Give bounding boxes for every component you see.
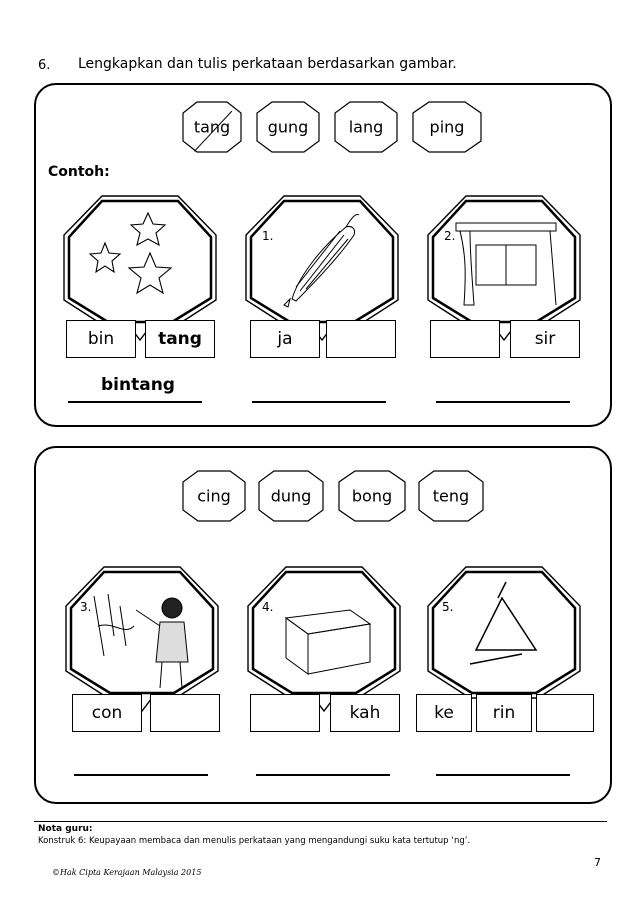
question-number: 6. — [38, 58, 51, 73]
syllable-box: bin — [66, 320, 136, 358]
syllable-chip-bong — [338, 470, 406, 522]
item-number: 2. — [444, 229, 456, 243]
syllable-box: ke — [416, 694, 472, 732]
syllable-text: bong — [351, 486, 393, 506]
syllable-chip-gung — [256, 101, 320, 153]
answer-line[interactable] — [436, 401, 570, 403]
syllable-text: teng — [432, 486, 470, 506]
picture-card-triangle — [426, 566, 582, 712]
answer-line[interactable] — [436, 774, 570, 776]
syllable-box: rin — [476, 694, 532, 732]
answer-line[interactable] — [256, 774, 390, 776]
syllable-text: gung — [267, 117, 309, 137]
teacher-note-text: Konstruk 6: Keupayaan membaca dan menulis perkataan yang mengandungi suku kata tertutup ‘ng’. — [38, 836, 471, 846]
item-number: 4. — [262, 600, 274, 614]
syllable-answer-box[interactable] — [150, 694, 220, 732]
syllable-text: cing — [197, 486, 231, 506]
syllable-box: kah — [330, 694, 400, 732]
item-number: 1. — [262, 229, 274, 243]
page-number: 7 — [594, 856, 601, 869]
copyright: ©Hak Cipta Kerajaan Malaysia 2015 — [52, 868, 202, 877]
syllable-chip-lang — [334, 101, 398, 153]
picture-card-box — [246, 566, 402, 712]
syllable-text: lang — [348, 117, 384, 137]
footer-divider — [34, 821, 607, 822]
syllable-answer-box[interactable] — [536, 694, 594, 732]
answer-line[interactable] — [252, 401, 386, 403]
syllable-chip-ping — [412, 101, 482, 153]
syllable-answer-box[interactable] — [250, 694, 320, 732]
syllable-text: tang — [193, 117, 231, 137]
syllable-box: con — [72, 694, 142, 732]
teacher-note-title: Nota guru: — [38, 824, 93, 834]
syllable-box: ja — [250, 320, 320, 358]
syllable-chip-dung — [258, 470, 324, 522]
syllable-box: tang — [145, 320, 215, 358]
syllable-text: ping — [429, 117, 465, 137]
syllable-answer-box[interactable] — [430, 320, 500, 358]
syllable-chip-teng — [418, 470, 484, 522]
question-instruction: Lengkapkan dan tulis perkataan berdasarkan gambar. — [78, 56, 457, 72]
syllable-text: dung — [270, 486, 312, 506]
answer-text: bintang — [101, 375, 175, 395]
syllable-chip-cing — [182, 470, 246, 522]
item-number: 3. — [80, 600, 92, 614]
picture-card-child — [64, 566, 220, 712]
item-number: 5. — [442, 600, 454, 614]
answer-line[interactable] — [68, 401, 202, 403]
syllable-chip-tang — [182, 101, 242, 153]
syllable-box: sir — [510, 320, 580, 358]
syllable-answer-box[interactable] — [326, 320, 396, 358]
example-label: Contoh: — [48, 164, 110, 180]
answer-line[interactable] — [74, 774, 208, 776]
